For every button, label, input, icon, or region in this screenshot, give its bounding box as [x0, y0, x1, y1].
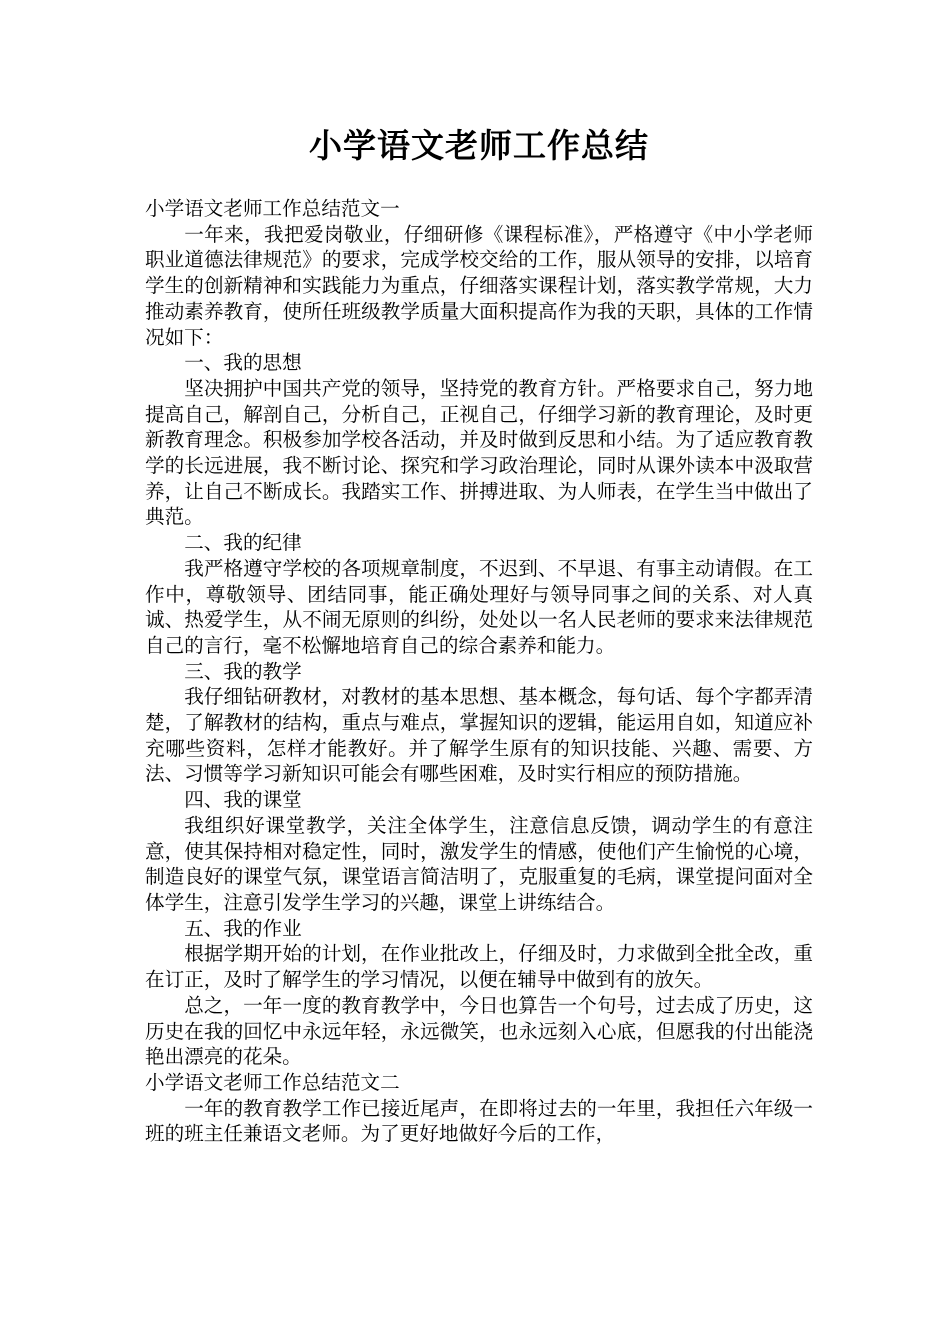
paragraph: 三、我的教学 [184, 659, 302, 683]
paragraph: 总之，一年一度的教育教学中，今日也算告一个句号，过去成了历史，这历史在我的回忆中永远年轻，永远微笑，也永远刻入心底，但愿我的付出能浇艳出漂亮的花朵。 [145, 993, 813, 1069]
paragraph: 二、我的纪律 [184, 531, 302, 555]
paragraph: 一年来，我把爱岗敬业，仔细研修《课程标准》，严格遵守《中小学老师职业道德法律规范》的要求，完成学校交给的工作，服从领导的安排，以培育学生的创新精神和实践能力为重点，仔细落实课程计划，落实教学常规，大力推动素养教育，使所任班级教学质量大面积提高作为我的天职，具体的工作情况如下： [145, 222, 813, 349]
document-body [145, 196, 813, 1147]
paragraph: 一年的教育教学工作已接近尾声，在即将过去的一年里，我担任六年级一班的班主任兼语文老师。为了更好地做好今后的工作， [145, 1096, 813, 1146]
paragraph: 一、我的思想 [184, 351, 302, 375]
document-page [145, 118, 813, 1147]
paragraph: 我组织好课堂教学，关注全体学生，注意信息反馈，调动学生的有意注意，使其保持相对稳定性，同时，激发学生的情感，使他们产生愉悦的心境，制造良好的课堂气氛，课堂语言简洁明了，克服重复的毛病，课堂提问面对全体学生，注意引发学生学习的兴趣，课堂上讲练结合。 [145, 813, 813, 914]
paragraph: 小学语文老师工作总结范文一 [145, 197, 400, 220]
paragraph: 五、我的作业 [184, 916, 302, 940]
paragraph: 我严格遵守学校的各项规章制度，不迟到、不早退、有事主动请假。在工作中，尊敬领导、团结同事，能正确处理好与领导同事之间的关系、对人真诚、热爱学生，从不闹无原则的纠纷，处处以一名人民老师的要求来法律规范自己的言行，毫不松懈地培育自己的综合素养和能力。 [145, 556, 813, 657]
document-title: 小学语文老师工作总结 [309, 126, 649, 165]
paragraph: 我仔细钻研教材，对教材的基本思想、基本概念，每句话、每个字都弄清楚，了解教材的结构，重点与难点，掌握知识的逻辑，能运用自如，知道应补充哪些资料，怎样才能教好。并了解学生原有的知识技能、兴趣、需要、方法、习惯等学习新知识可能会有哪些困难，及时实行相应的预防措施。 [145, 685, 813, 786]
paragraph: 坚决拥护中国共产党的领导，坚持党的教育方针。严格要求自己，努力地提高自己，解剖自己，分析自己，正视自己，仔细学习新的教育理论，及时更新教育理念。积极参加学校各活动，并及时做到反思和小结。为了适应教育教学的长远进展，我不断讨论、探究和学习政治理论，同时从课外读本中汲取营养，让自己不断成长。我踏实工作、拼搏进取、为人师表，在学生当中做出了典范。 [145, 376, 813, 529]
paragraph: 小学语文老师工作总结范文二 [145, 1070, 400, 1094]
paragraph: 四、我的课堂 [184, 788, 302, 812]
paragraph: 根据学期开始的计划，在作业批改上，仔细及时，力求做到全批全改，重在订正，及时了解学生的学习情况，以便在辅导中做到有的放矢。 [145, 942, 813, 992]
